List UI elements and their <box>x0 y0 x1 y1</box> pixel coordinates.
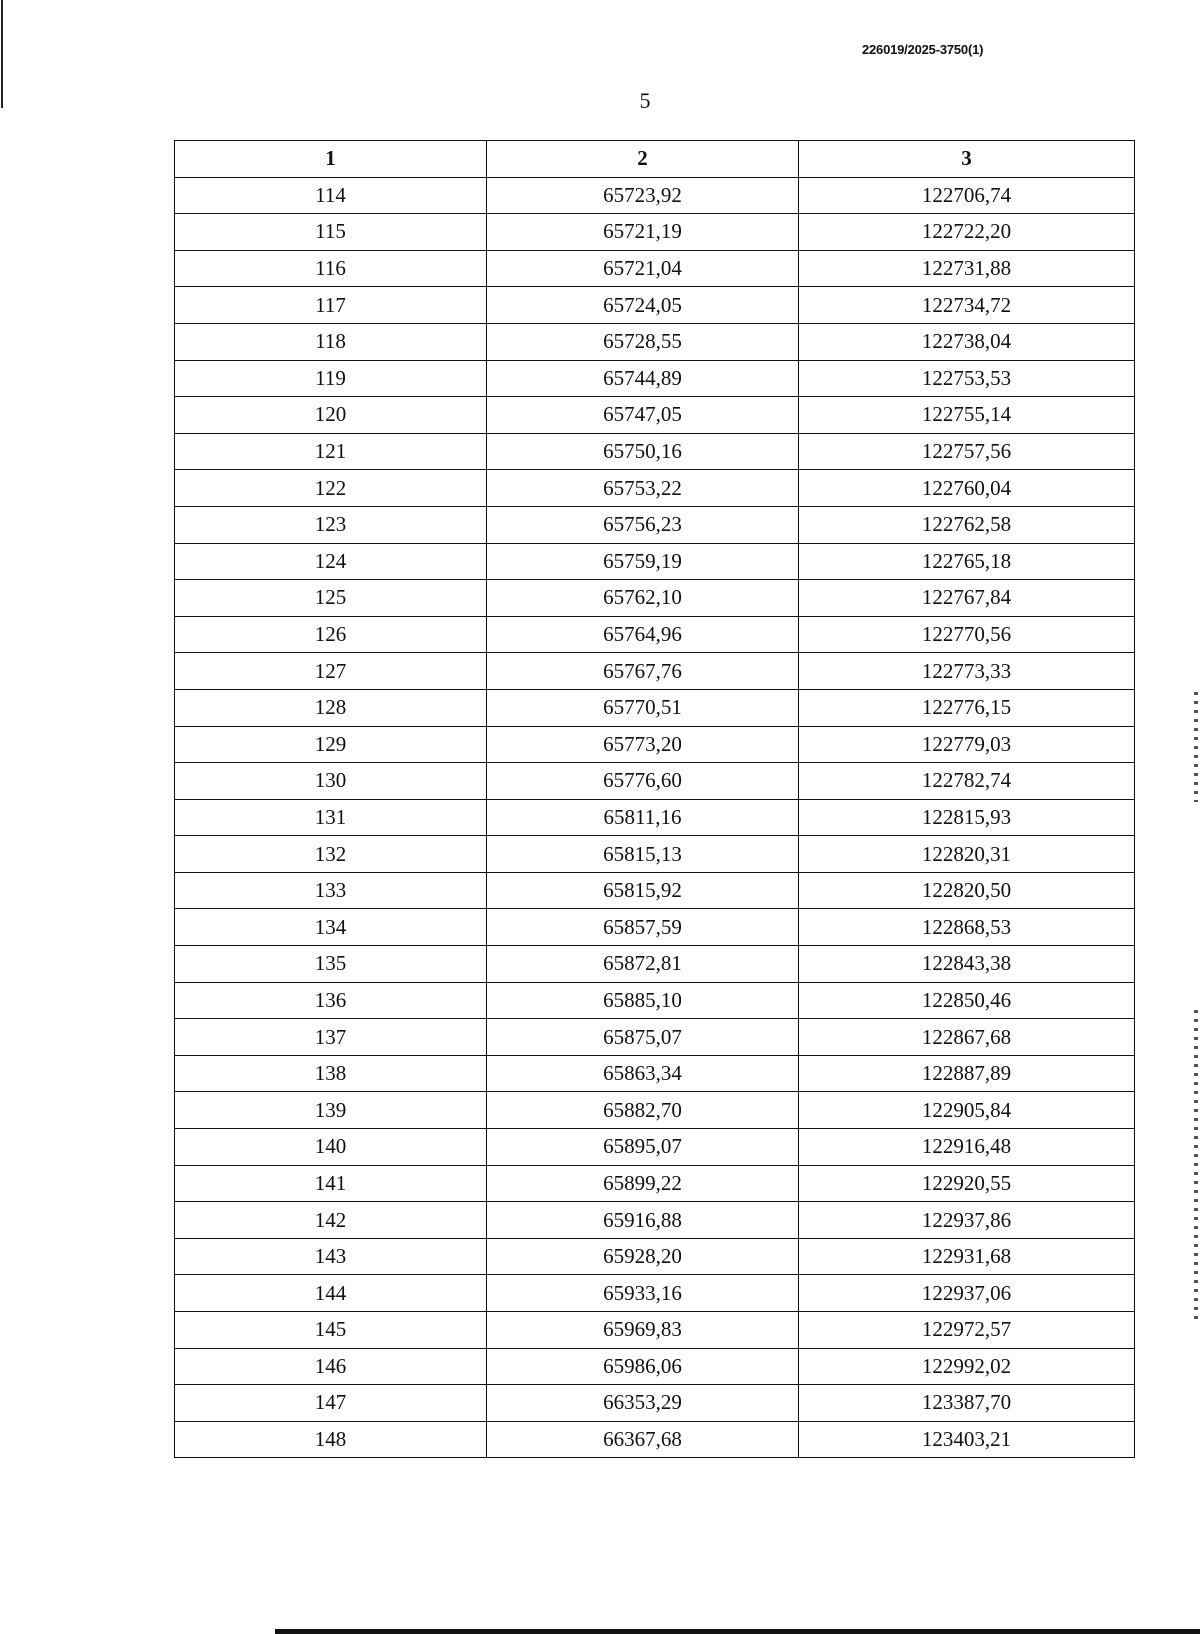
point-number-cell: 146 <box>175 1348 487 1385</box>
table-row <box>175 470 1135 507</box>
x-coordinate-cell: 65721,19 <box>487 214 799 251</box>
x-coordinate-cell: 65773,20 <box>487 726 799 763</box>
point-number-cell: 134 <box>175 909 487 946</box>
x-coordinate-cell: 65986,06 <box>487 1348 799 1385</box>
table-header-row <box>175 141 1135 178</box>
table-row <box>175 799 1135 836</box>
table-row <box>175 1238 1135 1275</box>
table-row <box>175 433 1135 470</box>
table-row <box>175 1055 1135 1092</box>
point-number-cell: 147 <box>175 1385 487 1422</box>
point-number-cell: 133 <box>175 872 487 909</box>
x-coordinate-cell: 65762,10 <box>487 580 799 617</box>
y-coordinate-cell: 122887,89 <box>799 1055 1135 1092</box>
point-number-cell: 114 <box>175 177 487 214</box>
y-coordinate-cell: 122731,88 <box>799 250 1135 287</box>
scan-side-marks <box>1194 1010 1198 1320</box>
point-number-cell: 115 <box>175 214 487 251</box>
y-coordinate-cell: 122760,04 <box>799 470 1135 507</box>
table-row <box>175 1348 1135 1385</box>
y-coordinate-cell: 122757,56 <box>799 433 1135 470</box>
table-row <box>175 836 1135 873</box>
y-coordinate-cell: 122722,20 <box>799 214 1135 251</box>
point-number-cell: 141 <box>175 1165 487 1202</box>
y-coordinate-cell: 122779,03 <box>799 726 1135 763</box>
point-number-cell: 121 <box>175 433 487 470</box>
table-row <box>175 946 1135 983</box>
table-row <box>175 1385 1135 1422</box>
table-row <box>175 287 1135 324</box>
y-coordinate-cell: 122916,48 <box>799 1129 1135 1166</box>
x-coordinate-cell: 65916,88 <box>487 1202 799 1239</box>
table-row <box>175 616 1135 653</box>
table-row <box>175 506 1135 543</box>
point-number-cell: 138 <box>175 1055 487 1092</box>
x-coordinate-cell: 65756,23 <box>487 506 799 543</box>
table-row <box>175 323 1135 360</box>
y-coordinate-cell: 122992,02 <box>799 1348 1135 1385</box>
table-row <box>175 653 1135 690</box>
point-number-cell: 144 <box>175 1275 487 1312</box>
table-row <box>175 1312 1135 1349</box>
y-coordinate-cell: 122770,56 <box>799 616 1135 653</box>
table-row <box>175 763 1135 800</box>
table-body <box>175 177 1135 1458</box>
table-row <box>175 214 1135 251</box>
y-coordinate-cell: 122843,38 <box>799 946 1135 983</box>
point-number-cell: 139 <box>175 1092 487 1129</box>
x-coordinate-cell: 65750,16 <box>487 433 799 470</box>
y-coordinate-cell: 122782,74 <box>799 763 1135 800</box>
x-coordinate-cell: 65875,07 <box>487 1019 799 1056</box>
point-number-cell: 140 <box>175 1129 487 1166</box>
point-number-cell: 143 <box>175 1238 487 1275</box>
document-reference: 226019/2025-3750(1) <box>862 42 984 57</box>
y-coordinate-cell: 122931,68 <box>799 1238 1135 1275</box>
y-coordinate-cell: 122815,93 <box>799 799 1135 836</box>
x-coordinate-cell: 65811,16 <box>487 799 799 836</box>
point-number-cell: 129 <box>175 726 487 763</box>
table-row <box>175 1092 1135 1129</box>
y-coordinate-cell: 122867,68 <box>799 1019 1135 1056</box>
x-coordinate-cell: 65767,76 <box>487 653 799 690</box>
point-number-cell: 145 <box>175 1312 487 1349</box>
y-coordinate-cell: 122706,74 <box>799 177 1135 214</box>
x-coordinate-cell: 65764,96 <box>487 616 799 653</box>
table-row <box>175 1129 1135 1166</box>
x-coordinate-cell: 65728,55 <box>487 323 799 360</box>
table-row <box>175 909 1135 946</box>
table-row <box>175 1165 1135 1202</box>
y-coordinate-cell: 122753,53 <box>799 360 1135 397</box>
x-coordinate-cell: 65759,19 <box>487 543 799 580</box>
point-number-cell: 131 <box>175 799 487 836</box>
point-number-cell: 120 <box>175 397 487 434</box>
table-row <box>175 689 1135 726</box>
x-coordinate-cell: 65857,59 <box>487 909 799 946</box>
point-number-cell: 116 <box>175 250 487 287</box>
x-coordinate-cell: 65744,89 <box>487 360 799 397</box>
y-coordinate-cell: 122920,55 <box>799 1165 1135 1202</box>
column-header-2: 2 <box>487 141 799 178</box>
y-coordinate-cell: 122765,18 <box>799 543 1135 580</box>
point-number-cell: 125 <box>175 580 487 617</box>
x-coordinate-cell: 65753,22 <box>487 470 799 507</box>
y-coordinate-cell: 122767,84 <box>799 580 1135 617</box>
x-coordinate-cell: 66367,68 <box>487 1421 799 1458</box>
y-coordinate-cell: 123387,70 <box>799 1385 1135 1422</box>
y-coordinate-cell: 122850,46 <box>799 982 1135 1019</box>
point-number-cell: 119 <box>175 360 487 397</box>
column-header-1: 1 <box>175 141 487 178</box>
y-coordinate-cell: 122868,53 <box>799 909 1135 946</box>
point-number-cell: 128 <box>175 689 487 726</box>
y-coordinate-cell: 122937,06 <box>799 1275 1135 1312</box>
point-number-cell: 124 <box>175 543 487 580</box>
table-row <box>175 177 1135 214</box>
y-coordinate-cell: 122755,14 <box>799 397 1135 434</box>
x-coordinate-cell: 65815,92 <box>487 872 799 909</box>
x-coordinate-cell: 65747,05 <box>487 397 799 434</box>
table-row <box>175 1421 1135 1458</box>
page-number: 5 <box>639 88 651 113</box>
bottom-rule <box>275 1629 1200 1634</box>
table-row <box>175 1275 1135 1312</box>
table-row <box>175 250 1135 287</box>
table-row <box>175 1019 1135 1056</box>
point-number-cell: 148 <box>175 1421 487 1458</box>
y-coordinate-cell: 122773,33 <box>799 653 1135 690</box>
x-coordinate-cell: 65969,83 <box>487 1312 799 1349</box>
x-coordinate-cell: 65872,81 <box>487 946 799 983</box>
coordinates-table <box>174 140 1135 1458</box>
table-row <box>175 872 1135 909</box>
table-row <box>175 580 1135 617</box>
x-coordinate-cell: 66353,29 <box>487 1385 799 1422</box>
point-number-cell: 137 <box>175 1019 487 1056</box>
table-row <box>175 360 1135 397</box>
x-coordinate-cell: 65928,20 <box>487 1238 799 1275</box>
y-coordinate-cell: 122820,50 <box>799 872 1135 909</box>
x-coordinate-cell: 65723,92 <box>487 177 799 214</box>
y-coordinate-cell: 122734,72 <box>799 287 1135 324</box>
x-coordinate-cell: 65895,07 <box>487 1129 799 1166</box>
y-coordinate-cell: 123403,21 <box>799 1421 1135 1458</box>
table-row <box>175 982 1135 1019</box>
scan-side-marks <box>1194 692 1198 802</box>
point-number-cell: 122 <box>175 470 487 507</box>
x-coordinate-cell: 65815,13 <box>487 836 799 873</box>
y-coordinate-cell: 122820,31 <box>799 836 1135 873</box>
y-coordinate-cell: 122738,04 <box>799 323 1135 360</box>
point-number-cell: 136 <box>175 982 487 1019</box>
x-coordinate-cell: 65863,34 <box>487 1055 799 1092</box>
x-coordinate-cell: 65721,04 <box>487 250 799 287</box>
column-header-3: 3 <box>799 141 1135 178</box>
point-number-cell: 126 <box>175 616 487 653</box>
x-coordinate-cell: 65776,60 <box>487 763 799 800</box>
table-row <box>175 543 1135 580</box>
table-row <box>175 397 1135 434</box>
y-coordinate-cell: 122776,15 <box>799 689 1135 726</box>
table-row <box>175 726 1135 763</box>
point-number-cell: 130 <box>175 763 487 800</box>
x-coordinate-cell: 65885,10 <box>487 982 799 1019</box>
x-coordinate-cell: 65770,51 <box>487 689 799 726</box>
point-number-cell: 132 <box>175 836 487 873</box>
y-coordinate-cell: 122905,84 <box>799 1092 1135 1129</box>
point-number-cell: 142 <box>175 1202 487 1239</box>
point-number-cell: 123 <box>175 506 487 543</box>
point-number-cell: 118 <box>175 323 487 360</box>
point-number-cell: 127 <box>175 653 487 690</box>
x-coordinate-cell: 65899,22 <box>487 1165 799 1202</box>
x-coordinate-cell: 65882,70 <box>487 1092 799 1129</box>
x-coordinate-cell: 65724,05 <box>487 287 799 324</box>
y-coordinate-cell: 122937,86 <box>799 1202 1135 1239</box>
x-coordinate-cell: 65933,16 <box>487 1275 799 1312</box>
point-number-cell: 117 <box>175 287 487 324</box>
table-row <box>175 1202 1135 1239</box>
y-coordinate-cell: 122972,57 <box>799 1312 1135 1349</box>
y-coordinate-cell: 122762,58 <box>799 506 1135 543</box>
point-number-cell: 135 <box>175 946 487 983</box>
